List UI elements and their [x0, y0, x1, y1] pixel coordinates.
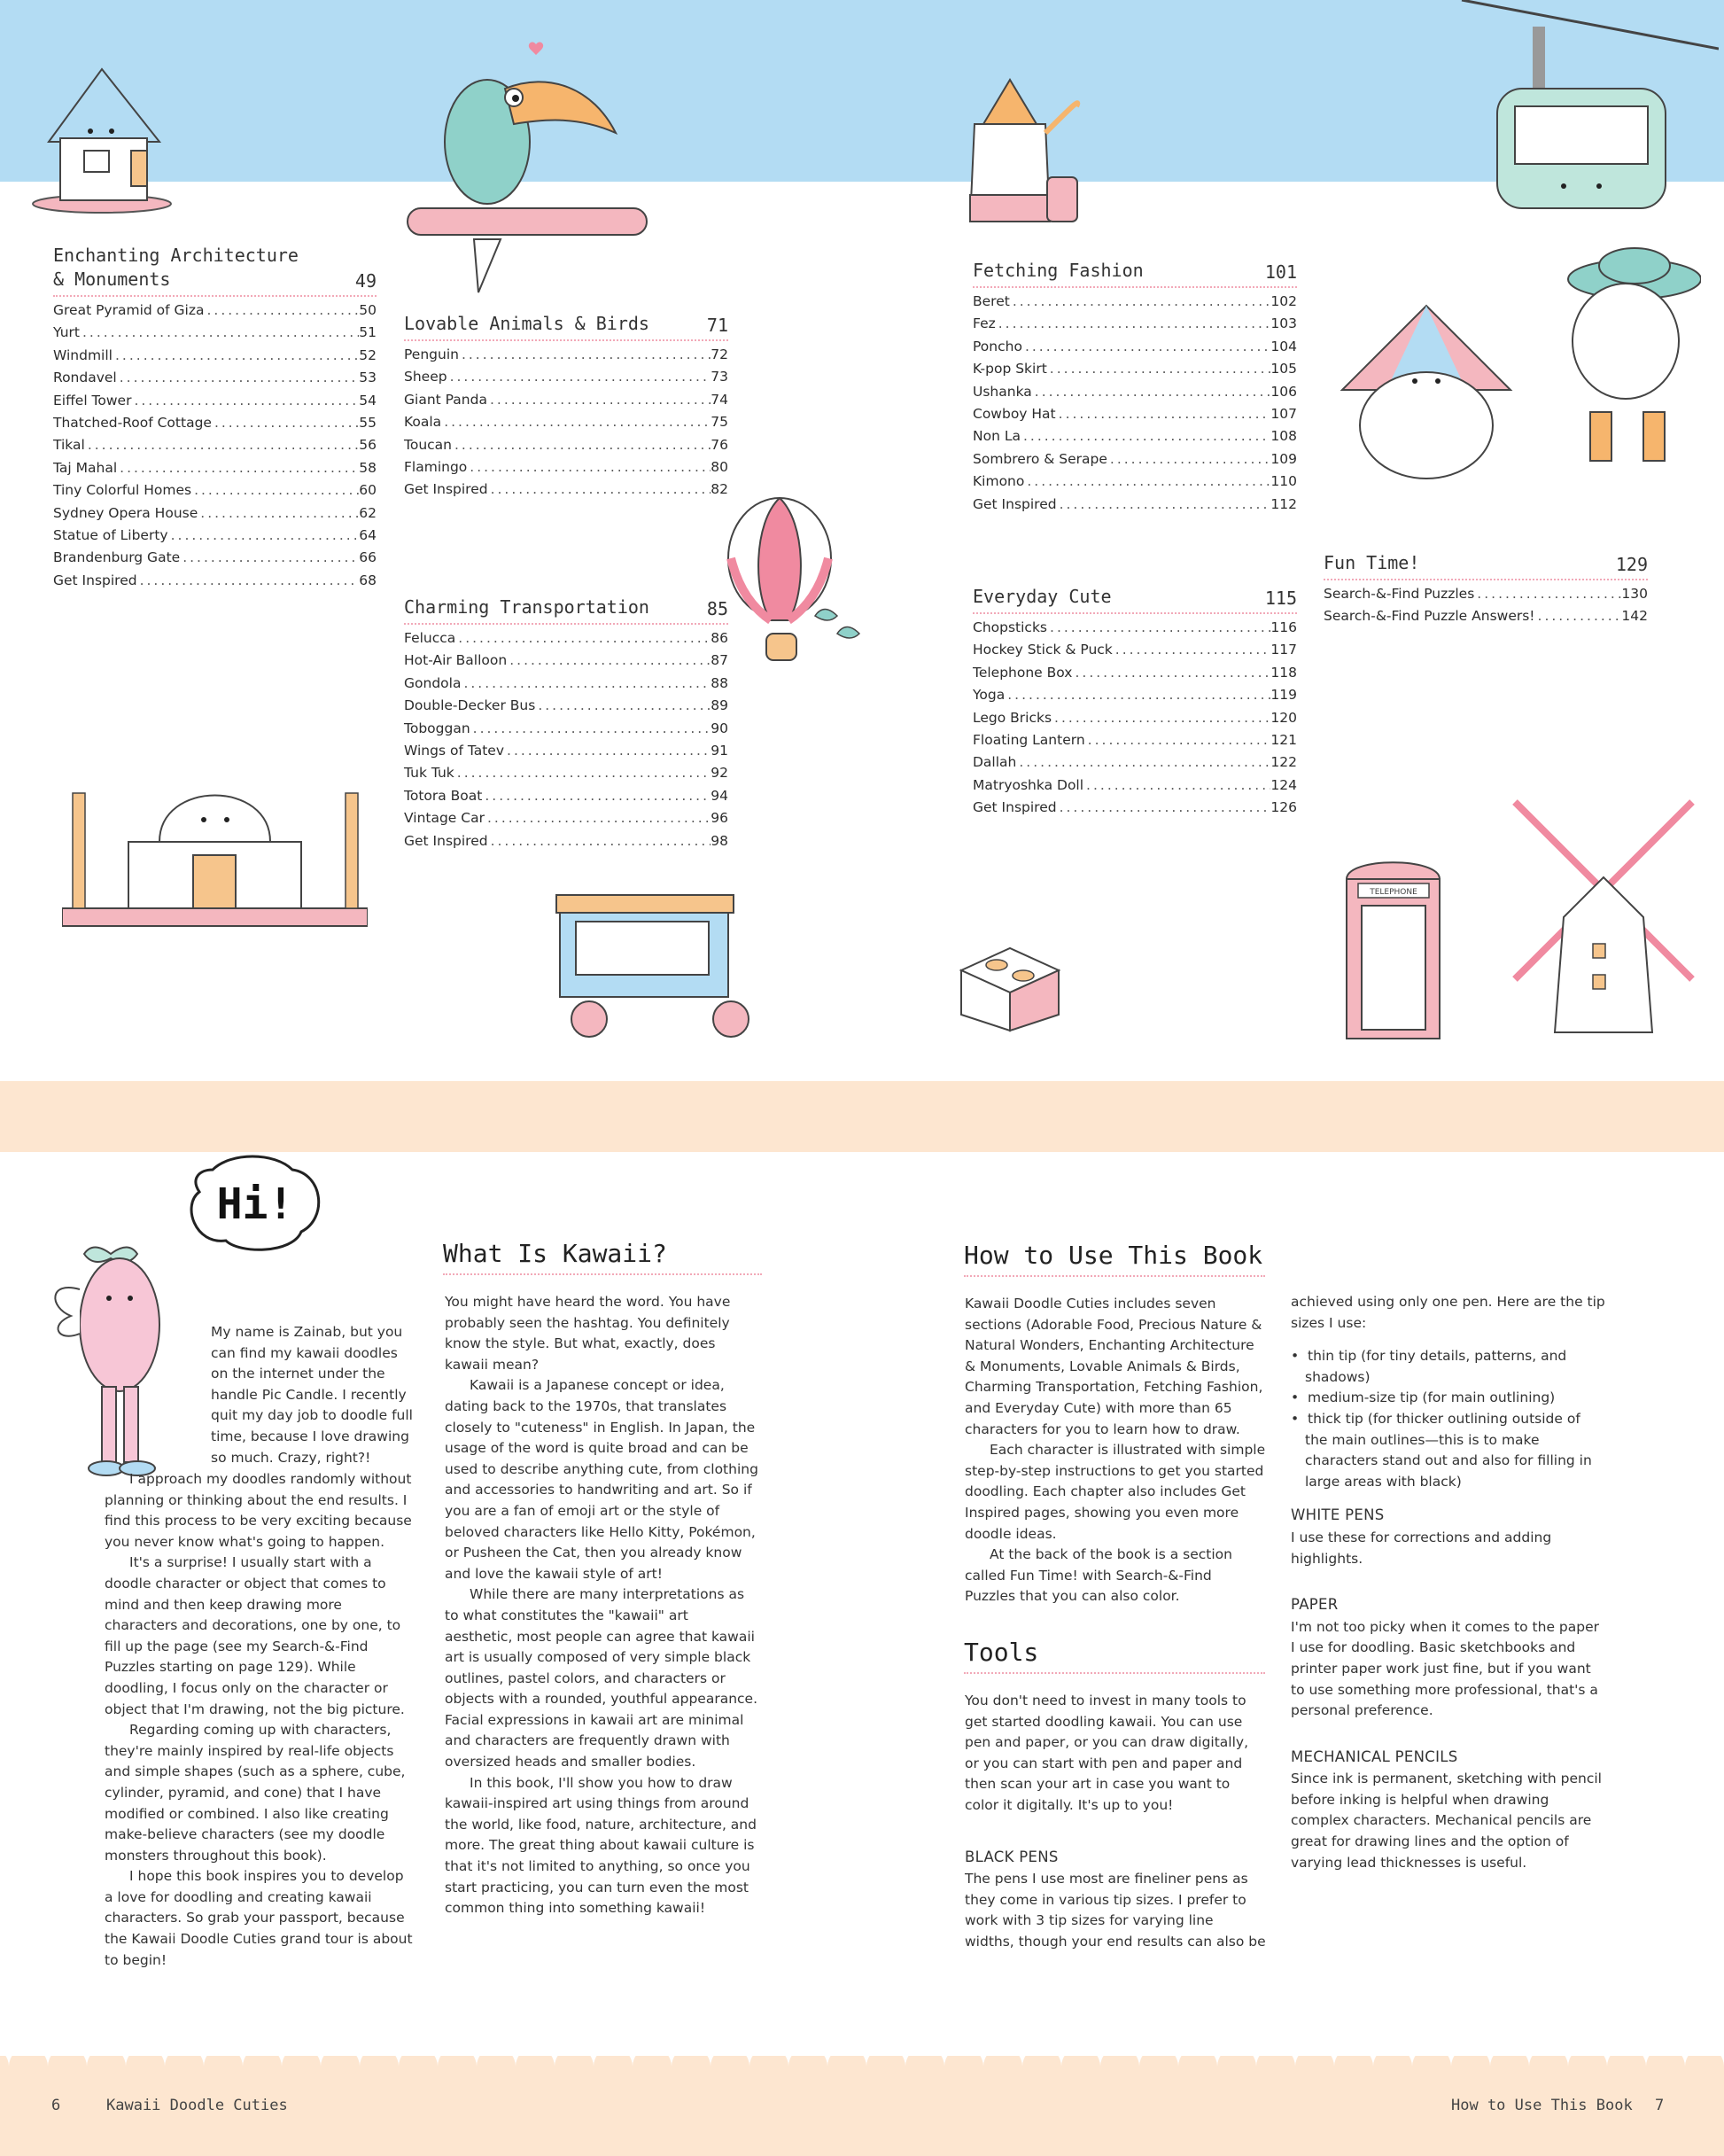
tools-body-right — [1291, 1292, 1605, 1873]
toc-entry — [404, 765, 728, 787]
toc-entry-page: 50 — [359, 302, 377, 318]
left-page-number: 6 — [51, 2097, 61, 2114]
toc-section-page: 129 — [1615, 554, 1648, 575]
tip-size-item: • medium-size tip (for main outlining) — [1291, 1389, 1556, 1406]
toc-entry-label: Windmill — [53, 346, 113, 363]
toc-entry-label: Vintage Car — [404, 810, 485, 827]
toc-entry-label: Koala — [404, 414, 442, 431]
right-running-title: How to Use This Book — [1451, 2097, 1633, 2114]
toc-leader-dots — [1016, 754, 1270, 770]
toc-leader-dots — [467, 459, 711, 475]
toc-section-page: 115 — [1264, 588, 1297, 609]
toc-entry-page: 68 — [359, 572, 377, 588]
toc-leader-dots — [117, 370, 360, 385]
toc-leader-dots — [507, 652, 711, 668]
toc-leader-dots — [1083, 777, 1270, 793]
white-pens-text: I use these for corrections and adding highlights. — [1291, 1529, 1552, 1567]
toc-leader-dots — [461, 675, 711, 691]
right-page-number: 7 — [1655, 2097, 1665, 2114]
toc-leader-dots — [504, 743, 711, 759]
toc-entry-label: Sombrero & Serape — [973, 450, 1107, 467]
toc-entry-page: 53 — [359, 370, 377, 386]
kawaii-paragraph: You might have heard the word. You have probably seen the hashtag. You definitely know the style. But what, exactly, does kawaii mean? — [445, 1294, 731, 1373]
toc-entry-label: Chopsticks — [973, 619, 1048, 635]
toc-entry-label: Totora Boat — [404, 787, 483, 804]
toc-entry-page: 104 — [1270, 338, 1297, 354]
footer-scallop-edge — [0, 2056, 1724, 2091]
toc-entry-label: Matryoshka Doll — [973, 776, 1084, 793]
toc-entry-label: Cowboy Hat — [973, 405, 1056, 422]
hi-text: Hi! — [216, 1179, 294, 1229]
toc-entry — [1324, 586, 1648, 608]
toc-section-fashion — [973, 259, 1297, 518]
left-running-title: Kawaii Doodle Cuties — [106, 2097, 288, 2114]
toc-entry-page: 92 — [711, 765, 728, 782]
toc-entry-page: 54 — [359, 392, 377, 409]
toc-leader-dots — [996, 315, 1271, 331]
toc-entry-page: 116 — [1270, 619, 1297, 635]
toc-entry-page: 98 — [711, 832, 728, 849]
toc-entry-label: Tiny Colorful Homes — [53, 482, 192, 499]
dallah-illustration — [948, 71, 1081, 235]
how-to-use-paragraph: Each character is illustrated with simple step-by-step instructions to get you started doodling. Each chapter also includes Get Inspired pages, showing you even more doodle ideas. — [965, 1442, 1266, 1542]
intro-paragraph: My name is Zainab, but you can find my kawaii doodles on the internet under the handle Pic Candle. I recently quit my day job to doodle full time, because I love drawing so much. Crazy, right?! — [211, 1324, 413, 1466]
toc-entry-label: Get Inspired — [973, 495, 1057, 512]
toc-section-title: Everyday Cute — [973, 586, 1112, 607]
toc-entry-label: Hot-Air Balloon — [404, 652, 508, 669]
toc-leader-dots — [1010, 293, 1271, 309]
toc-section-page: 49 — [354, 270, 377, 292]
toc-entry — [973, 619, 1297, 642]
toc-section-header — [973, 585, 1297, 614]
toc-leader-dots — [535, 697, 711, 713]
toc-entry-label: Get Inspired — [404, 481, 488, 498]
toc-leader-dots — [204, 302, 359, 318]
toc-entry — [404, 720, 728, 743]
toc-entry — [973, 754, 1297, 776]
toc-leader-dots — [1052, 710, 1270, 726]
windmill-illustration — [1506, 793, 1701, 1037]
toc-entry-label: Search-&-Find Puzzle Answers! — [1324, 608, 1535, 625]
toc-entry-label: Yoga — [973, 687, 1006, 704]
toc-section-title: Fun Time! — [1324, 552, 1420, 573]
toc-leader-dots — [137, 572, 360, 588]
toc-leader-dots — [212, 415, 359, 431]
pencils-heading: MECHANICAL PENCILS — [1291, 1747, 1458, 1765]
toc-leader-dots — [447, 369, 711, 385]
toc-leader-dots — [131, 393, 359, 409]
toc-entry-label: Search-&-Find Puzzles — [1324, 586, 1475, 602]
toc-entry — [53, 302, 377, 324]
toc-entry-page: 102 — [1270, 293, 1297, 309]
toc-entry-label: Rondavel — [53, 370, 117, 386]
toc-entry-page: 66 — [359, 549, 377, 566]
toc-entry — [53, 393, 377, 415]
toc-entry-label: Get Inspired — [973, 799, 1057, 816]
toc-leader-dots — [1085, 732, 1271, 748]
toc-entry — [53, 505, 377, 527]
hut-illustration — [27, 53, 177, 217]
toc-leader-dots — [488, 833, 711, 849]
toc-leader-dots — [180, 549, 359, 565]
toc-entry — [404, 697, 728, 720]
toc-entry — [404, 630, 728, 652]
toc-entry-label: Telephone Box — [973, 664, 1073, 681]
toc-section-page: 71 — [706, 315, 728, 336]
toc-section-title: Charming Transportation — [404, 596, 649, 618]
toc-entry-label: Tikal — [53, 437, 85, 454]
toc-entry — [404, 652, 728, 674]
tuk-tuk-illustration — [549, 886, 762, 1041]
toc-entry-page: 76 — [711, 436, 728, 453]
toc-section-page: 101 — [1264, 261, 1297, 283]
toc-entry — [973, 406, 1297, 428]
toc-entry-label: Kimono — [973, 473, 1025, 490]
toc-leader-dots — [1535, 608, 1622, 624]
tip-size-item: • thick tip (for thicker outlining outside of the main outlines—this is to make characters stand out and also for filling in large areas with black) — [1291, 1410, 1592, 1490]
black-pens-text: The pens I use most are fineliner pens as they come in various tip sizes. I prefer to work with 3 tip sizes for varying line widths, though your end results can also be — [965, 1871, 1266, 1950]
toc-leader-dots — [1047, 361, 1271, 377]
toc-entry — [973, 315, 1297, 338]
toc-entry-label: Sydney Opera House — [53, 504, 198, 521]
toc-entry — [404, 437, 728, 459]
toc-leader-dots — [1057, 496, 1271, 512]
toc-section-everyday — [973, 585, 1297, 822]
toc-entry-label: Toucan — [404, 436, 452, 453]
black-pens-heading: BLACK PENS — [965, 1848, 1059, 1865]
toc-entry-label: Double-Decker Bus — [404, 697, 536, 714]
toc-section-header — [973, 259, 1297, 288]
toc-entry — [973, 687, 1297, 709]
toc-leader-dots — [485, 810, 711, 826]
toc-entry-label: Sheep — [404, 369, 447, 385]
toc-entry — [53, 370, 377, 392]
how-to-use-body — [965, 1294, 1266, 1607]
toc-entry — [53, 460, 377, 482]
toc-entry — [973, 642, 1297, 664]
toc-entry — [973, 665, 1297, 687]
toc-entry-page: 120 — [1270, 709, 1297, 726]
toc-entry-label: Great Pyramid of Giza — [53, 302, 205, 318]
toc-leader-dots — [117, 460, 359, 476]
toc-entry-page: 110 — [1270, 473, 1297, 490]
toc-section-animals — [404, 312, 728, 504]
toc-entry — [973, 732, 1297, 754]
toc-entry-page: 51 — [359, 324, 377, 341]
toc-entry-page: 108 — [1270, 428, 1297, 445]
toc-entry-label: Taj Mahal — [53, 459, 118, 476]
toc-entry — [973, 496, 1297, 518]
toc-entry — [404, 743, 728, 765]
toc-entry-label: Get Inspired — [404, 832, 488, 849]
toc-leader-dots — [1032, 384, 1271, 400]
pencils-text: Since ink is permanent, sketching with pencil before inking is helpful when drawing complex characters. Mechanical pencils are great for drawing lines and the option of varying lead thicknesses is useful. — [1291, 1771, 1602, 1871]
toc-section-header — [404, 312, 728, 341]
toc-entry-label: Penguin — [404, 346, 459, 362]
toc-entry-page: 91 — [711, 742, 728, 759]
mascot-character-illustration — [40, 1236, 208, 1484]
toc-section-transportation — [404, 595, 728, 855]
toc-leader-dots — [1474, 586, 1621, 602]
paper-text: I'm not too picky when it comes to the paper I use for doodling. Basic sketchbooks and printer paper work just fine, but if you want to use something more professional, that's a personal preference. — [1291, 1618, 1600, 1719]
tools-heading: Tools — [964, 1638, 1265, 1674]
toc-entry-page: 112 — [1270, 495, 1297, 512]
toc-entry — [973, 473, 1297, 495]
toc-leader-dots — [1024, 473, 1270, 489]
toc-entry — [973, 799, 1297, 821]
toc-entry — [53, 527, 377, 549]
toc-section-header — [404, 595, 728, 625]
toc-entry-page: 130 — [1621, 586, 1648, 602]
toc-entry-page: 80 — [711, 458, 728, 475]
toc-leader-dots — [459, 346, 711, 362]
toc-entry-page: 94 — [711, 787, 728, 804]
toc-entry — [404, 346, 728, 369]
toc-entry-label: Yurt — [53, 324, 80, 341]
toc-entry-label: Floating Lantern — [973, 731, 1085, 748]
toc-leader-dots — [80, 324, 359, 340]
toc-section-header — [1324, 551, 1648, 580]
toc-entry — [973, 710, 1297, 732]
toc-leader-dots — [482, 788, 711, 804]
toc-leader-dots — [113, 347, 359, 363]
toc-entry — [404, 369, 728, 391]
toc-entry — [53, 415, 377, 437]
intro-column — [105, 1469, 415, 1971]
toc-entry-page: 75 — [711, 414, 728, 431]
toc-entry-page: 62 — [359, 504, 377, 521]
toc-entry-label: Giant Panda — [404, 391, 487, 408]
toc-entry-page: 72 — [711, 346, 728, 362]
toc-entry-label: Beret — [973, 293, 1010, 309]
kawaii-paragraph: Kawaii is a Japanese concept or idea, dating back to the 1970s, that translates closely to "cuteness" in English. In Japan, the usage of the word is quite broad and can be used to describe anything cute, from clothing and accessories to handwriting and art. So if you are a fan of emoji art or the style of beloved characters like Hello Kitty, Pokémon, or Pusheen the Cat, then you already know and love the kawaii style of art! — [445, 1377, 758, 1582]
toc-entry-label: Get Inspired — [53, 572, 137, 588]
toc-entry — [404, 810, 728, 832]
toc-entry-page: 126 — [1270, 799, 1297, 816]
toc-entry — [404, 675, 728, 697]
toc-entry — [53, 437, 377, 459]
toc-entry-label: Tuk Tuk — [404, 765, 454, 782]
what-is-kawaii-heading: What Is Kawaii? — [443, 1239, 762, 1275]
non-la-character-illustration — [1333, 292, 1519, 496]
how-to-use-heading: How to Use This Book — [964, 1241, 1265, 1277]
toc-entry-page: 107 — [1270, 405, 1297, 422]
toc-entry-page: 88 — [711, 674, 728, 691]
toc-entry-page: 109 — [1270, 450, 1297, 467]
toc-entry-page: 73 — [711, 369, 728, 385]
intro-paragraph: I approach my doodles randomly without planning or thinking about the end results. I find this process to be very exciting because you never know what's going to happen. — [105, 1471, 412, 1550]
toc-leader-dots — [488, 481, 711, 497]
peach-scallop-edge — [0, 1081, 1724, 1161]
black-pens-continued: achieved using only one pen. Here are the tip sizes I use: — [1291, 1294, 1605, 1331]
cowboy-character-illustration — [1555, 244, 1701, 470]
toc-entry-page: 52 — [359, 346, 377, 363]
toc-entry-label: Felucca — [404, 630, 456, 646]
toc-section-title: Fetching Fashion — [973, 260, 1144, 281]
tools-body-left — [965, 1691, 1266, 1953]
toc-section-title: Enchanting Architecture & Monuments — [53, 245, 299, 290]
toc-leader-dots — [1021, 428, 1270, 444]
toc-leader-dots — [487, 392, 711, 408]
toc-entry-page: 96 — [711, 810, 728, 827]
taj-mahal-illustration — [62, 744, 368, 930]
toc-leader-dots — [441, 414, 711, 430]
toc-entry-page: 82 — [711, 481, 728, 498]
toc-leader-dots — [1005, 687, 1270, 703]
toc-entry — [404, 414, 728, 436]
toc-entry — [404, 833, 728, 855]
toc-entry-label: Flamingo — [404, 458, 468, 475]
toc-section-page: 85 — [706, 598, 728, 619]
toc-entry — [53, 482, 377, 504]
toc-entry-page: 106 — [1270, 383, 1297, 400]
toc-entry-page: 105 — [1270, 361, 1297, 377]
toc-entry — [973, 428, 1297, 450]
toc-leader-dots — [454, 765, 711, 781]
toc-entry — [404, 481, 728, 503]
toc-entry-label: K-pop Skirt — [973, 361, 1047, 377]
toc-section-fun-time — [1324, 551, 1648, 631]
toc-entry — [53, 549, 377, 572]
toc-entry-label: Toboggan — [404, 720, 470, 736]
toc-entry-label: Gondola — [404, 674, 462, 691]
paper-heading: PAPER — [1291, 1596, 1339, 1614]
toc-entry-label: Statue of Liberty — [53, 526, 168, 543]
toc-entry — [973, 361, 1297, 383]
toc-entry-page: 118 — [1270, 664, 1297, 681]
lego-brick-illustration — [952, 935, 1068, 1032]
white-pens-heading: WHITE PENS — [1291, 1506, 1385, 1524]
toc-entry — [1324, 608, 1648, 630]
toc-entry-page: 124 — [1270, 776, 1297, 793]
toc-entry-page: 58 — [359, 459, 377, 476]
toc-entry — [973, 293, 1297, 315]
toc-section-title: Lovable Animals & Birds — [404, 313, 649, 334]
toc-leader-dots — [85, 437, 359, 453]
toc-entry-page: 122 — [1270, 754, 1297, 771]
intro-paragraph: Regarding coming up with characters, they're mainly inspired by real-life objects and simple shapes (such as a sphere, cube, cylinder, pyramid, and cone) that I have modified or combined. I also like creating make-believe characters (see my doodle monsters throughout this book). — [105, 1722, 406, 1864]
toc-entry — [973, 451, 1297, 473]
toc-entry-page: 121 — [1270, 731, 1297, 748]
toc-entry-page: 56 — [359, 437, 377, 454]
toc-entry — [404, 392, 728, 414]
toc-leader-dots — [1072, 665, 1270, 681]
toc-entry — [404, 788, 728, 810]
toc-entry-page: 142 — [1621, 608, 1648, 625]
toc-entry-page: 60 — [359, 482, 377, 499]
toc-entry-label: Wings of Tatev — [404, 742, 505, 759]
toc-leader-dots — [455, 630, 711, 646]
intro-paragraph: It's a surprise! I usually start with a doodle character or object that comes to mind and then keep drawing more characters and decorations, one by one, to fill up the page (see my Search-&-Find Puzzles starting on page 129). While doodling, I focus only on the character or object that I'm drawing, not the big picture. — [105, 1554, 405, 1717]
toc-leader-dots — [1022, 339, 1270, 354]
toc-entry-label: Hockey Stick & Puck — [973, 642, 1113, 658]
toc-leader-dots — [1107, 451, 1271, 467]
toc-entry-page: 64 — [359, 526, 377, 543]
toc-leader-dots — [191, 482, 359, 498]
telephone-box-illustration — [1342, 852, 1444, 1043]
toc-entry-page: 89 — [711, 697, 728, 714]
toc-section-header — [53, 244, 377, 297]
toc-entry-page: 74 — [711, 391, 728, 408]
toc-section-architecture — [53, 244, 377, 595]
what-is-kawaii-body — [445, 1292, 759, 1919]
peach-header-band — [0, 1081, 1724, 1152]
toc-entry-label: Lego Bricks — [973, 709, 1052, 726]
tip-size-item: • thin tip (for tiny details, patterns, and shadows) — [1291, 1348, 1567, 1385]
toc-entry-page: 90 — [711, 720, 728, 736]
toc-entry — [404, 459, 728, 481]
birds-illustration — [811, 594, 873, 647]
intro-first-paragraph — [211, 1322, 415, 1468]
kawaii-paragraph: In this book, I'll show you how to draw kawaii-inspired art using things from around the world, like food, nature, architecture, and more. The great thing about kawaii culture is that it's not limited to anything, so once you start practicing, you can turn even the most common thing into something kawaii! — [445, 1774, 757, 1917]
toc-entry — [53, 347, 377, 370]
toc-entry — [53, 572, 377, 595]
toc-leader-dots — [168, 527, 360, 543]
toc-leader-dots — [452, 437, 711, 453]
toc-entry-page: 86 — [711, 630, 728, 646]
toc-entry-label: Dallah — [973, 754, 1017, 771]
toc-entry-label: Eiffel Tower — [53, 392, 132, 409]
how-to-use-paragraph: Kawaii Doodle Cuties includes seven sections (Adorable Food, Precious Nature & Natural Wonders, Enchanting Architecture & Monuments, Lovable Animals & Birds, Charming Transportation, Fetching Fashion, and Everyday Cute) with more than 65 characters for you to learn how to draw. — [965, 1296, 1263, 1437]
toc-entry-label: Non La — [973, 428, 1021, 445]
toc-entry — [973, 384, 1297, 406]
toc-entry-page: 117 — [1270, 642, 1297, 658]
toc-entry-label: Poncho — [973, 338, 1022, 354]
kawaii-paragraph: While there are many interpretations as to what constitutes the "kawaii" art aesthetic, most people can agree that kawaii art is usually composed of very simple black outlines, pastel colors, and characters or objects with a rounded, youthful appearance. Facial expressions in kawaii art are minimal and characters are frequently drawn with oversized heads and smaller bodies. — [445, 1586, 758, 1771]
intro-paragraph: I hope this book inspires you to develop a love for doodling and creating kawaii characters. So grab your passport, because the Kawaii Doodle Cuties grand tour is about to begin! — [105, 1868, 413, 1968]
how-to-use-paragraph: At the back of the book is a section called Fun Time! with Search-&-Find Puzzles that you can also color. — [965, 1546, 1232, 1605]
toc-leader-dots — [1113, 642, 1271, 658]
toc-entry-page: 119 — [1270, 687, 1297, 704]
toc-entry-label: Brandenburg Gate — [53, 549, 181, 566]
toc-entry-page: 103 — [1270, 315, 1297, 332]
toc-entry-label: Ushanka — [973, 383, 1032, 400]
toucan-illustration — [390, 35, 656, 310]
toc-leader-dots — [470, 720, 711, 736]
toc-entry — [973, 777, 1297, 799]
toc-entry-label: Thatched-Roof Cottage — [53, 414, 212, 431]
cable-car-illustration — [1453, 0, 1719, 213]
toc-entry — [973, 339, 1297, 361]
toc-entry-page: 87 — [711, 652, 728, 669]
toc-leader-dots — [1056, 406, 1271, 422]
toc-leader-dots — [1057, 799, 1271, 815]
toc-leader-dots — [1047, 619, 1270, 635]
tools-intro: You don't need to invest in many tools to get started doodling kawaii. You can use pen and paper, or you can draw digitally, or you can start with pen and paper and then scan your art in case you want to color it digitally. It's up to you! — [965, 1693, 1249, 1813]
toc-entry-label: Fez — [973, 315, 996, 332]
toc-entry-page: 55 — [359, 414, 377, 431]
telephone-sign: TELEPHONE — [1370, 888, 1417, 897]
toc-leader-dots — [198, 505, 359, 521]
toc-entry — [53, 324, 377, 346]
